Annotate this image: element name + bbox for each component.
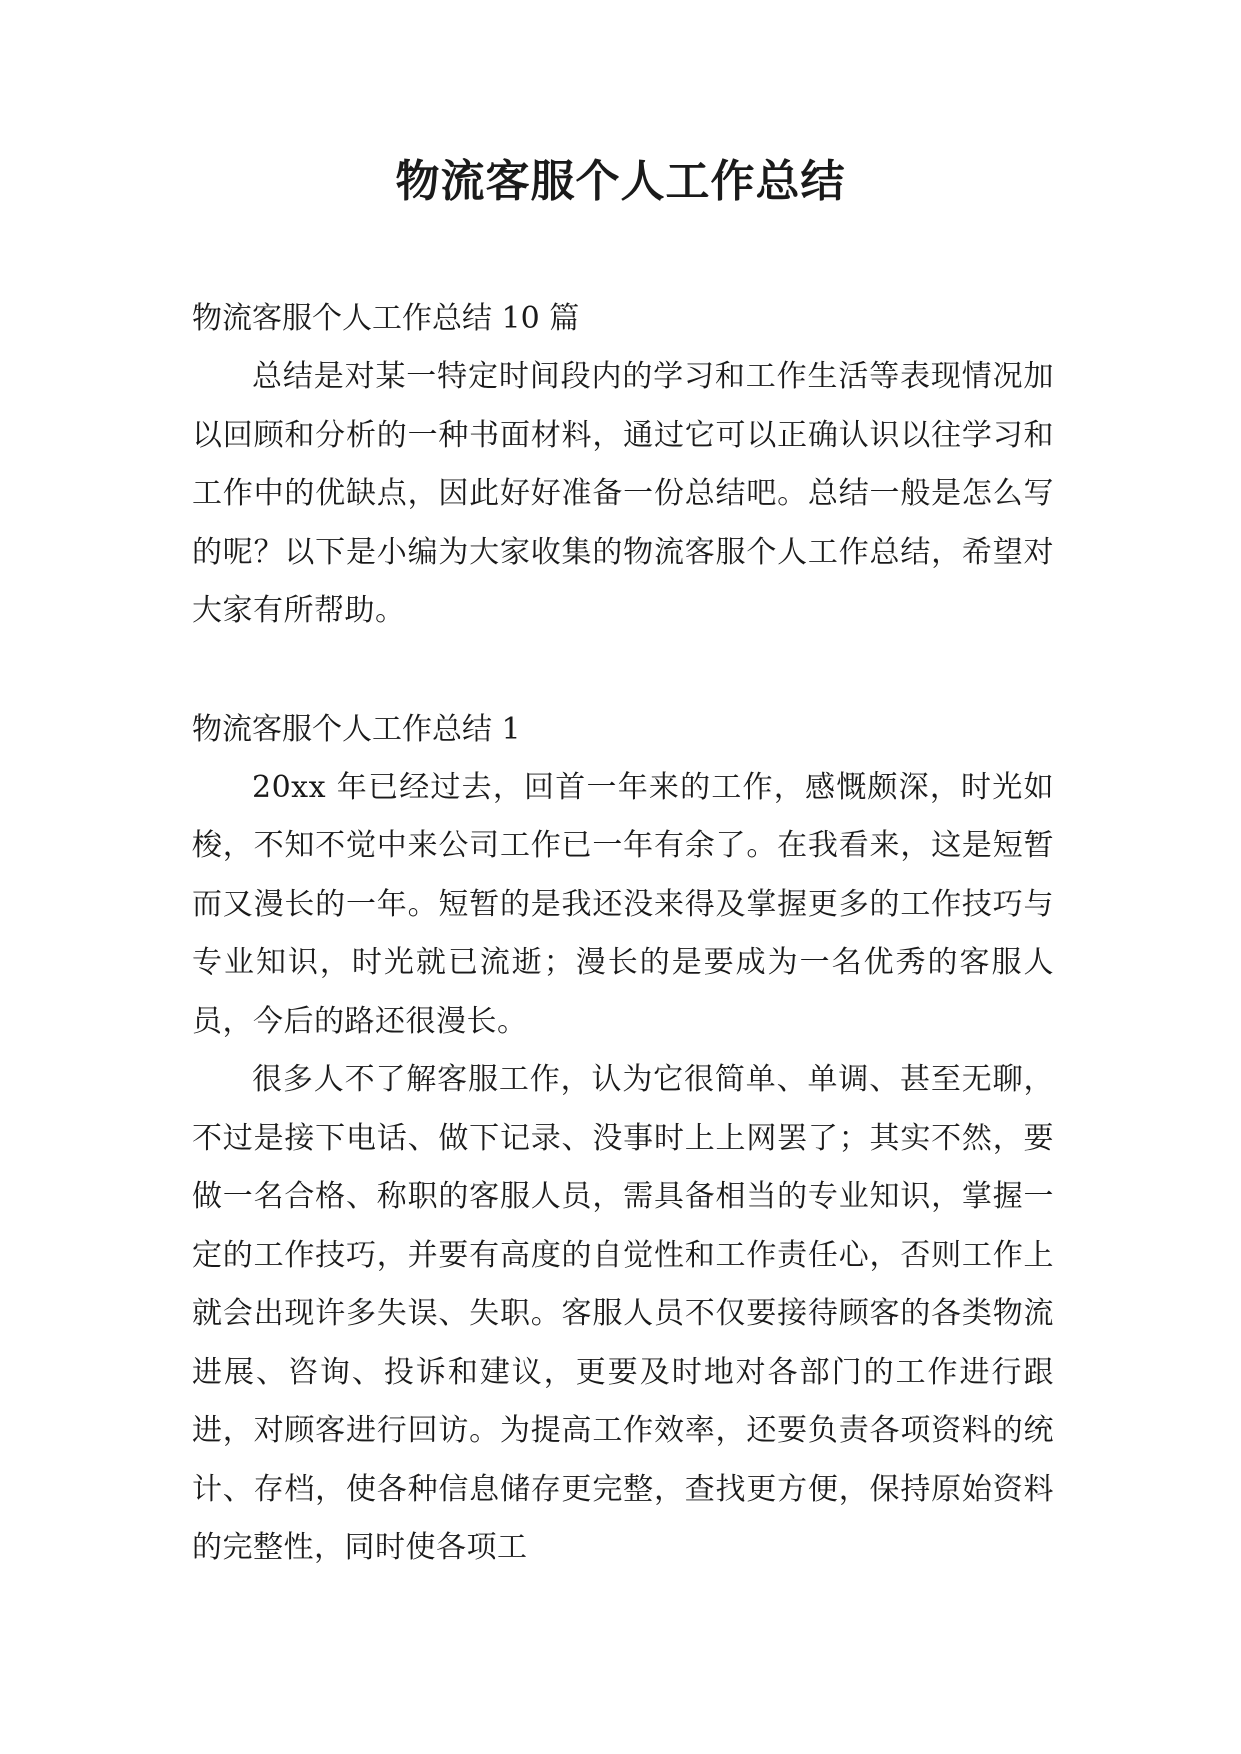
section-1-heading: 物流客服个人工作总结 1 xyxy=(192,711,521,747)
document-title: 物流客服个人工作总结 xyxy=(395,156,846,207)
section-1-paragraph-1: 20xx 年已经过去，回首一年来的工作，感慨颇深，时光如梭，不知不觉中来公司工作已一年有余了。在我看来，这是短暂而又漫长的一年。短暂的是我还没来得及掌握更多的工作技巧与专业知识，时光就已流逝；漫长的是要成为一名优秀的客服人员，今后的路还很漫长。 xyxy=(192,769,1054,1039)
section-1-paragraph-2: 很多人不了解客服工作，认为它很简单、单调、甚至无聊，不过是接下电话、做下记录、没事时上上网罢了；其实不然，要做一名合格、称职的客服人员，需具备相当的专业知识，掌握一定的工作技巧，并要有高度的自觉性和工作责任心，否则工作上就会出现许多失误、失职。客服人员不仅要接待顾客的各类物流进展、咨询、投诉和建议，更要及时地对各部门的工作进行跟进，对顾客进行回访。为提高工作效率，还要负责各项资料的统计、存档，使各种信息储存更完整，查找更方便，保持原始资料的完整性，同时使各项工 xyxy=(192,1062,1054,1565)
section-spacer xyxy=(192,641,1054,701)
document-body xyxy=(192,290,1054,1578)
intro-heading: 物流客服个人工作总结 10 篇 xyxy=(192,301,580,336)
intro-paragraph: 总结是对某一特定时间段内的学习和工作生活等表现情况加以回顾和分析的一种书面材料，通过它可以正确认识以往学习和工作中的优缺点，因此好好准备一份总结吧。总结一般是怎么写的呢？以下是小编为大家收集的物流客服个人工作总结，希望对大家有所帮助。 xyxy=(192,359,1054,628)
